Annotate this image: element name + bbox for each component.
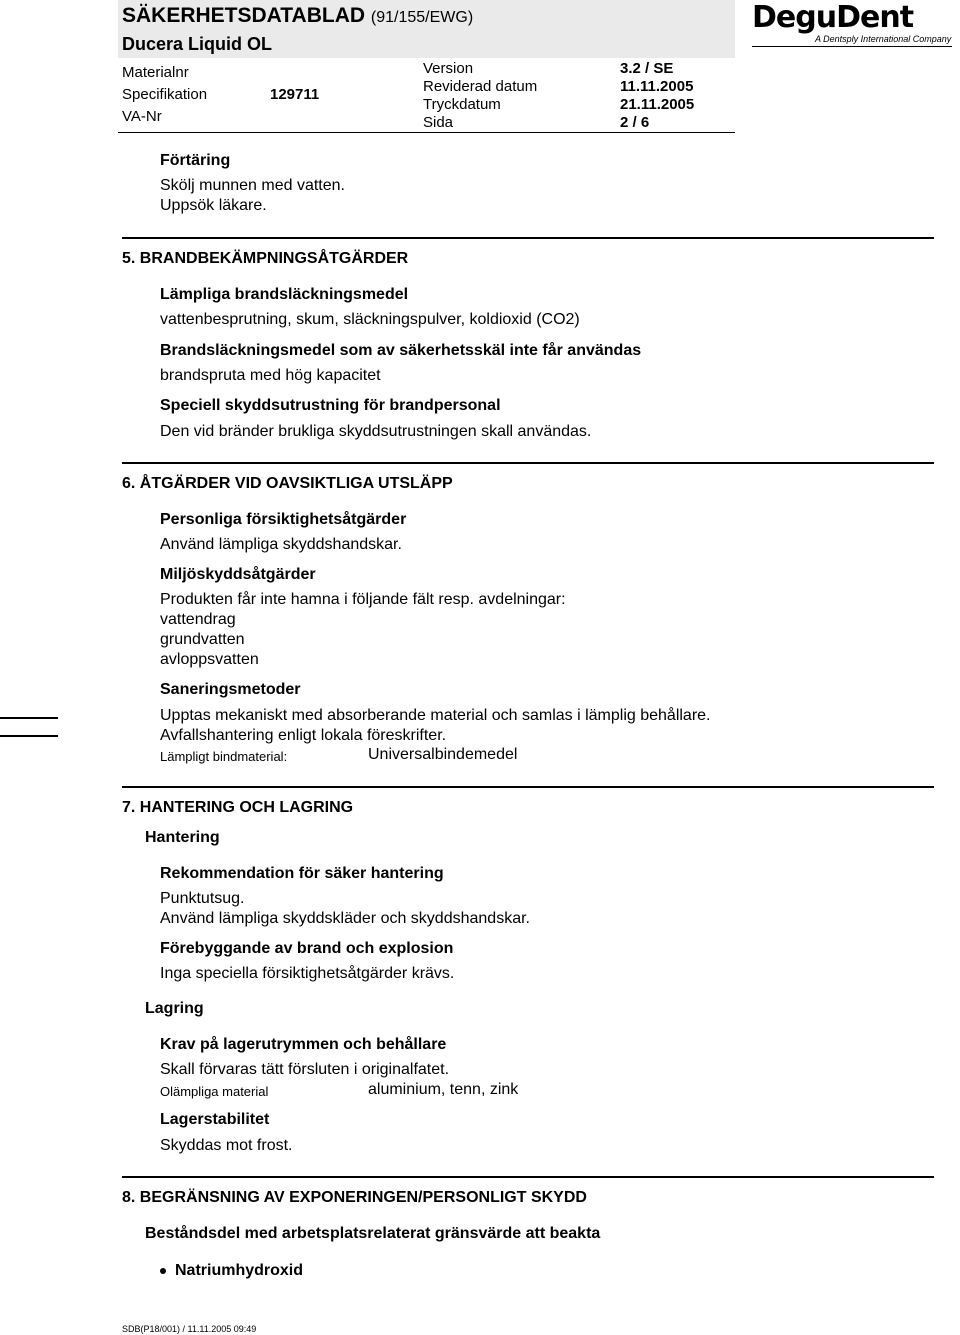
s7-storage-heading: Lagring — [145, 1000, 204, 1017]
revision-mark-2 — [0, 735, 58, 737]
footer-code: SDB(P18/001) / 11.11.2005 09:49 — [122, 1324, 257, 1334]
revision-mark-1 — [0, 717, 58, 719]
product-name: Ducera Liquid OL — [122, 34, 273, 54]
section-8-title: 8. BEGRÄNSNING AV EXPONERINGEN/PERSONLIGT SKYDD — [122, 1189, 587, 1206]
section-7-title: 7. HANTERING OCH LAGRING — [122, 799, 354, 816]
s6-text-1: Använd lämpliga skyddshandskar. — [160, 536, 402, 553]
section-5-title: 5. BRANDBEKÄMPNINGSÅTGÄRDER — [122, 250, 409, 267]
materialnr-label: Materialnr — [122, 64, 189, 81]
s6-heading-2: Miljöskyddsåtgärder — [160, 566, 316, 583]
section-5-rule — [122, 237, 934, 239]
s6-text-2c: grundvatten — [160, 631, 245, 648]
ingestion-text-2: Uppsök läkare. — [160, 197, 267, 214]
s5-heading-2: Brandsläckningsmedel som av säkerhetsskäl inte får användas — [160, 342, 642, 359]
s7-heading-2: Förebyggande av brand och explosion — [160, 940, 454, 957]
document-title — [122, 4, 473, 28]
logo-divider — [752, 46, 952, 47]
s5-heading-1: Lämpliga brandsläckningsmedel — [160, 286, 409, 303]
version-value: 3.2 / SE — [620, 60, 674, 77]
spec-value: 129711 — [270, 86, 320, 103]
s5-text-2: brandspruta med hög kapacitet — [160, 367, 381, 384]
binder-label: Lämpligt bindmaterial: — [160, 749, 288, 764]
page-label: Sida — [423, 114, 454, 131]
s7-heading-1: Rekommendation för säker hantering — [160, 865, 444, 882]
section-7-rule — [122, 786, 934, 788]
print-date-label: Tryckdatum — [423, 96, 501, 113]
header-divider — [118, 132, 735, 133]
s7-text-1a: Punktutsug. — [160, 890, 245, 907]
s7-text-2: Inga speciella försiktighetsåtgärder krävs. — [160, 965, 455, 982]
revised-value: 11.11.2005 — [620, 78, 694, 95]
s6-text-2a: Produkten får inte hamna i följande fält resp. avdelningar: — [160, 591, 566, 608]
spec-label: Specifikation — [122, 86, 208, 103]
section-6-rule — [122, 462, 934, 464]
print-date-value: 21.11.2005 — [620, 96, 695, 113]
degudent-logo: DeguDent — [752, 0, 914, 35]
version-label: Version — [423, 60, 474, 77]
s6-text-2b: vattendrag — [160, 611, 236, 628]
s7-text-1b: Använd lämpliga skyddskläder och skyddshandskar. — [160, 910, 530, 927]
s6-heading-1: Personliga försiktighetsåtgärder — [160, 511, 407, 528]
s7-handling-heading: Hantering — [145, 829, 220, 846]
bullet-icon — [160, 1268, 166, 1274]
s7-heading-4: Lagerstabilitet — [160, 1111, 270, 1128]
binder-value: Universalbindemedel — [368, 746, 518, 763]
s5-text-3: Den vid bränder brukliga skyddsutrustningen skall användas. — [160, 423, 592, 440]
s6-text-3b: Avfallshantering enligt lokala föreskrifter. — [160, 727, 447, 744]
title-text: SÄKERHETSDATABLAD — [122, 4, 366, 27]
s7-text-3: Skall förvaras tätt försluten i originalfatet. — [160, 1061, 450, 1078]
ingestion-text-1: Skölj munnen med vatten. — [160, 177, 345, 194]
unsuitable-label: Olämpliga material — [160, 1084, 269, 1099]
substance-name: Natriumhydroxid — [175, 1262, 304, 1279]
s5-heading-3: Speciell skyddsutrustning för brandpersonal — [160, 397, 501, 414]
heading-ingestion: Förtäring — [160, 152, 231, 169]
section-6-title: 6. ÅTGÄRDER VID OAVSIKTLIGA UTSLÄPP — [122, 475, 453, 492]
s6-heading-3: Saneringsmetoder — [160, 681, 301, 698]
page-value: 2 / 6 — [620, 114, 650, 131]
list-item — [160, 1262, 303, 1280]
revised-label: Reviderad datum — [423, 78, 538, 95]
s7-text-4: Skyddas mot frost. — [160, 1137, 293, 1154]
s7-heading-3: Krav på lagerutrymmen och behållare — [160, 1036, 447, 1053]
s6-text-2d: avloppsvatten — [160, 651, 259, 668]
s6-text-3a: Upptas mekaniskt med absorberande material och samlas i lämplig behållare. — [160, 707, 711, 724]
s5-text-1: vattenbesprutning, skum, släckningspulver, koldioxid (CO2) — [160, 311, 580, 328]
section-8-rule — [122, 1176, 934, 1178]
logo-subtitle: A Dentsply International Company — [815, 34, 952, 44]
unsuitable-value: aluminium, tenn, zink — [368, 1081, 519, 1098]
s8-heading-1: Beståndsdel med arbetsplatsrelaterat gränsvärde att beakta — [145, 1225, 601, 1242]
vanr-label: VA-Nr — [122, 108, 162, 125]
directive-text: (91/155/EWG) — [370, 9, 474, 26]
